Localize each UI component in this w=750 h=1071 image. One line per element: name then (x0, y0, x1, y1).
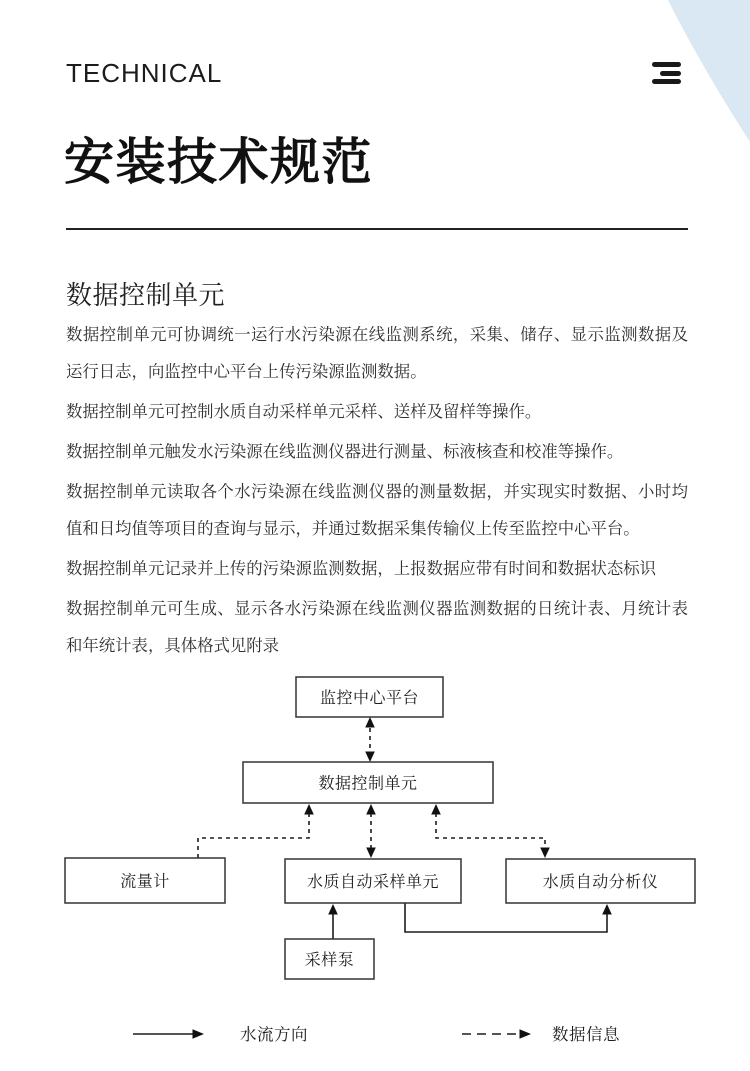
legend-solid-arrowhead (193, 1029, 205, 1038)
menu-bar-middle (660, 71, 681, 76)
title-divider (66, 228, 688, 230)
node-label-sampling-pump: 采样泵 (304, 952, 355, 969)
legend-water-flow-label: 水流方向 (240, 1026, 308, 1044)
arrow-up-into-analyzer (602, 904, 612, 915)
node-flow-meter (65, 858, 225, 903)
node-label-monitoring-center: 监控中心平台 (319, 690, 420, 707)
water-connections (328, 903, 612, 939)
menu-bar-bottom (652, 79, 681, 84)
hamburger-menu-icon[interactable] (652, 62, 681, 84)
legend-data-info-label: 数据信息 (552, 1026, 620, 1044)
connector-flowmeter-dcu (198, 813, 309, 858)
node-label-sampling-unit: 水质自动采样单元 (306, 874, 440, 891)
eyebrow-label: TECHNICAL (66, 58, 223, 88)
node-analyzer (506, 859, 695, 903)
connector-dcu-analyzer (436, 813, 545, 847)
node-sampling-unit (285, 859, 461, 903)
legend-dashed-arrowhead (520, 1029, 532, 1038)
paragraph: 数据控制单元可生成、显示各水污染源在线监测仪器监测数据的日统计表、月统计表和年统计表，具体格式见附录 (66, 600, 688, 655)
arrow-up-from-flowmeter (304, 804, 314, 815)
arrow-up-into-dcu-mid (366, 804, 376, 815)
arrow-down-into-analyzer (540, 848, 550, 859)
section-body (66, 317, 688, 668)
paragraph: 数据控制单元触发水污染源在线监测仪器进行测量、标液核查和校准等操作。 (66, 443, 624, 461)
arrow-up-into-sampling (328, 904, 338, 915)
node-monitoring-center (296, 677, 443, 717)
paragraph: 数据控制单元可控制水质自动采样单元采样、送样及留样等操作。 (66, 403, 542, 421)
arrow-down-into-dcu (365, 752, 375, 763)
arrow-down-into-sampling (366, 848, 376, 859)
paragraph: 数据控制单元读取各个水污染源在线监测仪器的测量数据，并实现实时数据、小时均值和日均值等项目的查询与显示，并通过数据采集传输仪上传至监控中心平台。 (66, 483, 688, 538)
paragraph: 数据控制单元可协调统一运行水污染源在线监测系统，采集、储存、显示监测数据及运行日志，向监控中心平台上传污染源监测数据。 (66, 326, 688, 381)
arrow-up-into-center (365, 717, 375, 728)
node-label-data-control-unit: 数据控制单元 (318, 775, 418, 793)
arrow-up-into-dcu-right (431, 804, 441, 815)
system-flow-diagram (0, 660, 750, 1071)
page-title: 安装技术规范 (64, 134, 373, 190)
connector-sampling-analyzer (405, 903, 607, 932)
paragraph: 数据控制单元记录并上传的污染源监测数据，上报数据应带有时间和数据状态标识 (66, 560, 657, 578)
node-sampling-pump (285, 939, 374, 979)
node-data-control-unit (243, 762, 493, 803)
node-label-flow-meter: 流量计 (120, 873, 170, 891)
diagram-legend (133, 1025, 620, 1044)
node-label-analyzer: 水质自动分析仪 (542, 874, 659, 891)
menu-bar-top (652, 62, 681, 67)
section-heading: 数据控制单元 (66, 280, 226, 310)
